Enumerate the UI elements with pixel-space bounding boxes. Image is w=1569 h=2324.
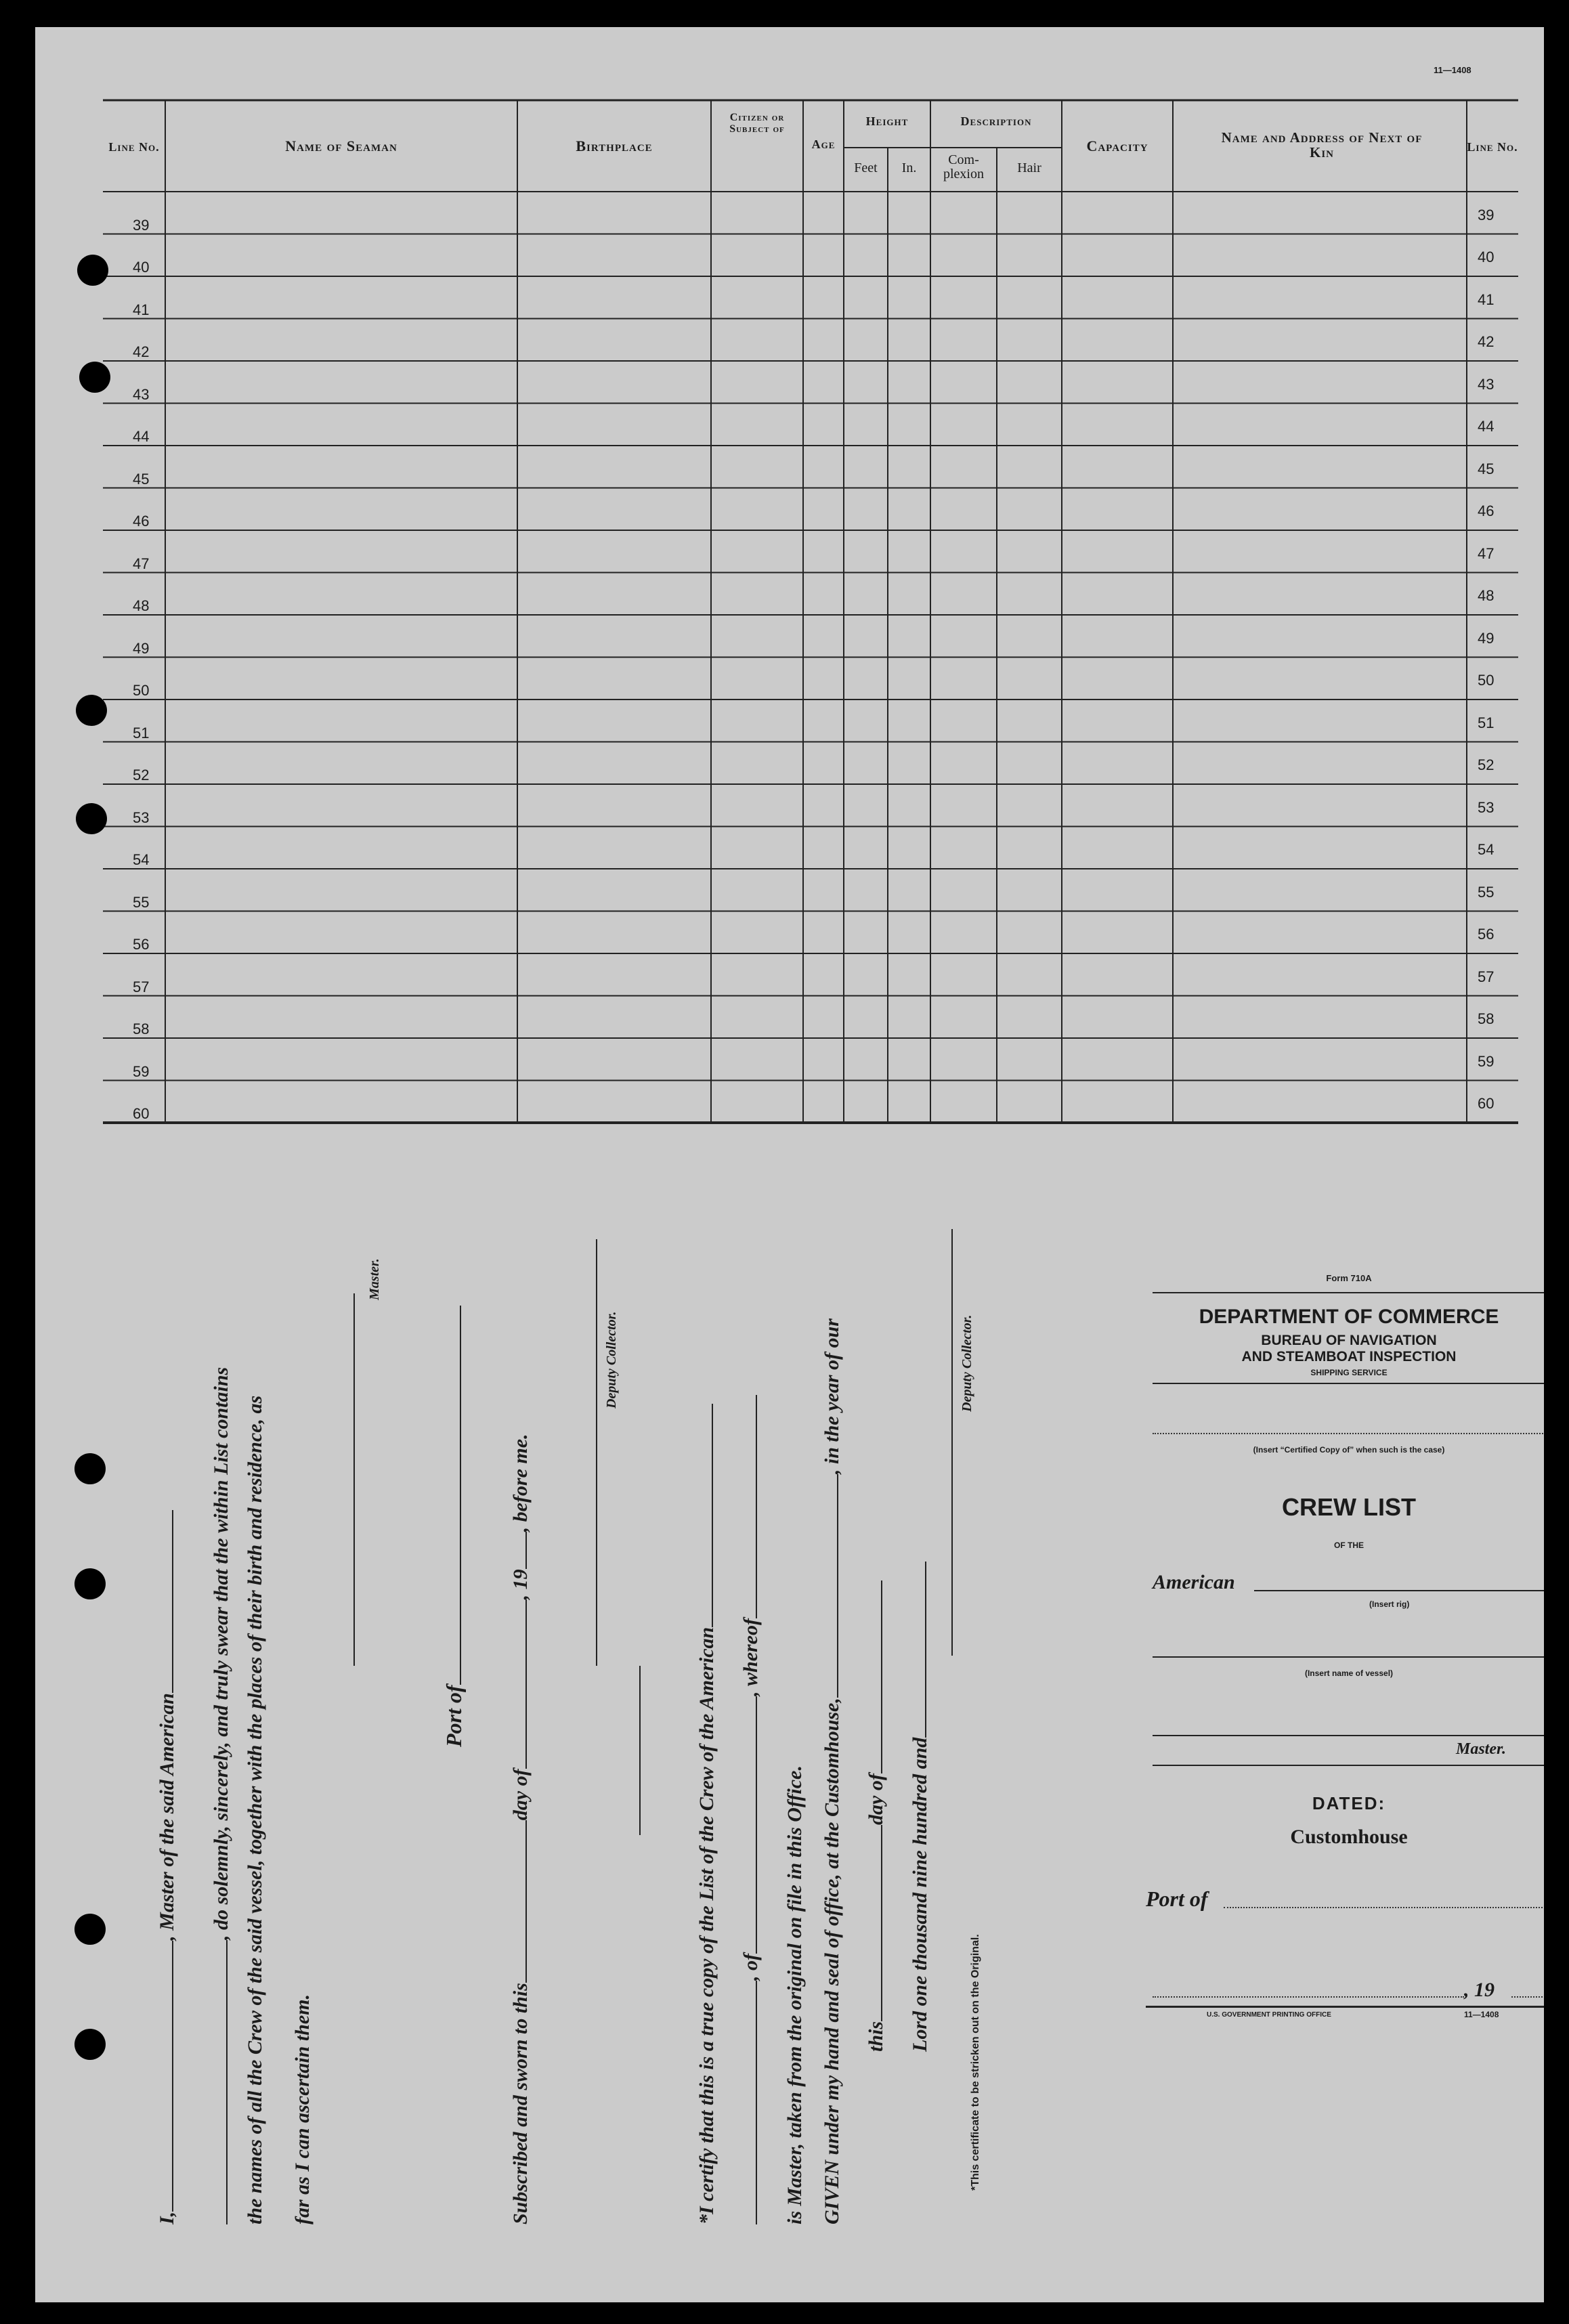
line-number-left: 48 xyxy=(133,597,150,614)
bureau-line-1: BUREAU OF NAVIGATION xyxy=(1261,1333,1437,1348)
oath-line-2 xyxy=(210,1367,233,2224)
of-the-label: OF THE xyxy=(1334,1541,1364,1550)
line-number-left: 47 xyxy=(133,555,150,572)
line-number-left: 60 xyxy=(133,1105,150,1122)
line-number-left: 53 xyxy=(133,809,150,826)
subscribed-label: Subscribed and sworn to this xyxy=(509,1983,532,2224)
year-of-our-label: , in the year of our xyxy=(821,1318,843,1475)
cover-rule-bottom xyxy=(1146,2006,1544,2008)
cert-this-label: this xyxy=(865,2021,887,2052)
certified-copy-blank[interactable] xyxy=(1153,1433,1544,1434)
cert-day-blank[interactable] xyxy=(865,1825,882,2021)
header-height: Height xyxy=(865,114,909,128)
subscribed-year-blank[interactable] xyxy=(509,1532,527,1569)
form-code-top: 11—1408 xyxy=(1434,65,1471,75)
line-number-left: 55 xyxy=(133,893,150,911)
header-next-of-kin: Name and Address of Next of Kin xyxy=(1221,129,1423,161)
line-number-left: 40 xyxy=(133,259,150,276)
port-of-line xyxy=(442,1306,467,1747)
cert-month-blank[interactable] xyxy=(865,1580,882,1773)
given-under-label: GIVEN under my hand and seal of office, at the Customhouse, xyxy=(821,1698,843,2224)
deputy-collector-label-2: Deputy Collector. xyxy=(960,1314,974,1412)
subscribed-month-blank[interactable] xyxy=(509,1599,527,1769)
line-number-right: 57 xyxy=(1478,968,1495,985)
crew-list-sheet xyxy=(35,27,1544,2302)
line-number-left: 50 xyxy=(133,682,150,699)
dated-label: DATED: xyxy=(1312,1793,1386,1813)
crew-table xyxy=(103,99,1518,1125)
line-number-left: 39 xyxy=(133,216,150,234)
line-number-left: 59 xyxy=(133,1062,150,1080)
punch-hole xyxy=(76,803,107,834)
line-number-right: 60 xyxy=(1478,1095,1495,1113)
line-number-left: 49 xyxy=(133,639,150,657)
cert-of-label: , of xyxy=(739,1954,762,1981)
header-inches: In. xyxy=(901,160,917,175)
line-number-right: 39 xyxy=(1478,206,1495,223)
cover-rule-top xyxy=(1153,1292,1544,1293)
line-number-right: 44 xyxy=(1478,418,1495,435)
vessel-blank-2[interactable] xyxy=(210,1940,228,2224)
line-number-left: 57 xyxy=(133,978,150,995)
cert-day-of-label: day of xyxy=(865,1773,887,1825)
line-number-left: 56 xyxy=(133,936,150,953)
line-number-right: 52 xyxy=(1478,756,1495,774)
line-number-right: 53 xyxy=(1478,798,1495,816)
cert-port-blank[interactable] xyxy=(739,1696,757,1954)
cover-port-of-label: Port of xyxy=(1146,1887,1208,1911)
bureau-line-2: AND STEAMBOAT INSPECTION xyxy=(1241,1349,1457,1364)
punch-hole xyxy=(76,695,107,726)
deputy-signature-line-2[interactable] xyxy=(951,1229,953,1656)
certificate-line-4 xyxy=(821,1318,844,2224)
line-number-right: 43 xyxy=(1478,375,1495,393)
oath-line-1 xyxy=(156,1510,179,2224)
cover-master-blank[interactable] xyxy=(1153,1735,1544,1736)
line-number-right: 46 xyxy=(1478,502,1495,520)
line-number-right: 48 xyxy=(1478,587,1495,605)
header-description: Description xyxy=(960,114,1032,128)
certificate-line-6 xyxy=(909,1562,932,2052)
punch-hole xyxy=(74,1568,106,1599)
year-19-label: , 19 xyxy=(509,1569,532,1600)
punch-hole xyxy=(79,362,110,393)
cert-customhouse-blank[interactable] xyxy=(821,1474,838,1698)
line-number-right: 47 xyxy=(1478,544,1495,562)
insert-vessel-name-note: (Insert name of vessel) xyxy=(1304,1669,1394,1678)
line-number-right: 42 xyxy=(1478,333,1495,351)
line-number-left: 52 xyxy=(133,767,150,783)
header-line-no-right: Line No. xyxy=(1467,140,1518,154)
punch-hole xyxy=(74,1914,106,1945)
cover-port-blank[interactable] xyxy=(1224,1907,1544,1908)
oath-i: I, xyxy=(156,2211,178,2224)
certificate-line-5 xyxy=(865,1580,888,2052)
cover-date-blank[interactable] xyxy=(1153,1996,1464,1998)
cover-year-19-label: , 19 xyxy=(1464,1979,1495,2001)
line-number-left: 43 xyxy=(133,385,150,403)
punch-hole xyxy=(74,1453,106,1484)
header-birthplace: Birthplace xyxy=(576,137,653,154)
cert-vessel-blank[interactable] xyxy=(695,1404,713,1627)
line-number-left: 42 xyxy=(133,343,150,360)
insert-certified-copy-note: (Insert “Certified Copy of” when such is the case) xyxy=(1253,1445,1445,1455)
master-name-blank[interactable] xyxy=(156,1941,173,2212)
line-number-right: 59 xyxy=(1478,1052,1495,1070)
american-label: American xyxy=(1153,1571,1235,1593)
certificate-line-2 xyxy=(739,1395,762,2224)
before-me-label: , before me. xyxy=(509,1434,532,1532)
header-name-of-seaman: Name of Seaman xyxy=(285,137,397,154)
header-complexion: Com- plexion xyxy=(943,152,984,181)
line-number-right: 51 xyxy=(1478,714,1495,731)
cover-year-blank[interactable] xyxy=(1511,1996,1544,1998)
customhouse-label: Customhouse xyxy=(1290,1826,1408,1848)
cover-rule-dated xyxy=(1153,1765,1544,1766)
crew-table-grid xyxy=(103,99,1518,1125)
line-number-left: 58 xyxy=(133,1020,150,1037)
day-of-label: day of xyxy=(509,1769,532,1821)
line-number-left: 44 xyxy=(133,428,150,445)
line-number-right: 40 xyxy=(1478,249,1495,266)
deputy-signature-line-1[interactable] xyxy=(596,1239,597,1666)
line-number-left: 54 xyxy=(133,851,150,868)
punch-hole xyxy=(74,2029,106,2060)
lord-thousand-label: Lord one thousand nine hundred and xyxy=(909,1737,931,2052)
line-number-right: 49 xyxy=(1478,629,1495,647)
line-number-left: 41 xyxy=(133,301,150,318)
cert-rig-blank[interactable] xyxy=(739,1981,757,2224)
seal-line xyxy=(639,1666,641,1835)
shipping-service: SHIPPING SERVICE xyxy=(1310,1368,1388,1377)
port-of-label: Port of xyxy=(442,1685,466,1747)
cover-block xyxy=(1146,1273,1544,2174)
header-citizen: Citizen or Subject of xyxy=(729,112,785,135)
cert-whereof-label: , whereof xyxy=(739,1618,762,1696)
line-number-right: 50 xyxy=(1478,672,1495,689)
oath-master-of-american: , Master of the said American xyxy=(156,1693,178,1941)
cover-rule-mid xyxy=(1153,1383,1544,1384)
port-of-blank[interactable] xyxy=(444,1306,461,1685)
header-hair: Hair xyxy=(1017,160,1041,175)
department-title: DEPARTMENT OF COMMERCE xyxy=(1199,1306,1499,1328)
rig-blank[interactable] xyxy=(1254,1590,1544,1591)
master-signature-line[interactable] xyxy=(353,1293,355,1666)
subscribed-line xyxy=(509,1434,532,2224)
cover-form-code: 11—1408 xyxy=(1464,2010,1499,2019)
cover-master-label: Master. xyxy=(1456,1740,1507,1758)
insert-rig-note: (Insert rig) xyxy=(1369,1599,1410,1609)
line-number-right: 45 xyxy=(1478,460,1495,477)
punch-hole xyxy=(77,255,108,286)
certificate-footnote: *This certificate to be stricken out on the Original. xyxy=(970,1934,981,2191)
line-number-left: 46 xyxy=(133,513,150,530)
vessel-name-blank[interactable] xyxy=(156,1510,173,1693)
master-signature-label: Master. xyxy=(367,1258,382,1300)
header-age: Age xyxy=(811,137,836,151)
line-number-left: 51 xyxy=(133,724,150,741)
crew-list-title: CREW LIST xyxy=(1282,1493,1416,1521)
line-number-right: 54 xyxy=(1478,841,1495,859)
oath-line-4: far as I can ascertain them. xyxy=(291,1994,314,2224)
line-number-right: 55 xyxy=(1478,883,1495,901)
oath-swear-text: , do solemnly, sincerely, and truly swear that the within List contains xyxy=(210,1367,232,1940)
line-number-right: 56 xyxy=(1478,926,1495,943)
deputy-collector-label-1: Deputy Collector. xyxy=(604,1311,619,1408)
certificate-text-1: *I certify that this is a true copy of the List of the Crew of the American xyxy=(695,1627,718,2224)
line-number-right: 58 xyxy=(1478,1010,1495,1028)
vessel-name-cover-blank[interactable] xyxy=(1153,1656,1544,1658)
header-line-no: Line No. xyxy=(108,140,160,154)
certificate-line-3: is Master, taken from the original on file in this Office. xyxy=(783,1765,806,2224)
line-number-left: 45 xyxy=(133,470,150,488)
cert-master-blank[interactable] xyxy=(739,1395,757,1618)
subscribed-day-blank[interactable] xyxy=(509,1820,527,1983)
header-feet: Feet xyxy=(854,160,878,175)
line-number-right: 41 xyxy=(1478,290,1495,308)
printing-office: U.S. GOVERNMENT PRINTING OFFICE xyxy=(1207,2011,1331,2019)
form-number: Form 710A xyxy=(1326,1273,1372,1283)
cert-year-blank[interactable] xyxy=(909,1562,926,1738)
oath-line-3: the names of all the Crew of the said vessel, together with the places of their birth and residence, as xyxy=(244,1395,266,2224)
header-capacity: Capacity xyxy=(1086,137,1148,154)
certificate-line-1 xyxy=(695,1404,718,2224)
